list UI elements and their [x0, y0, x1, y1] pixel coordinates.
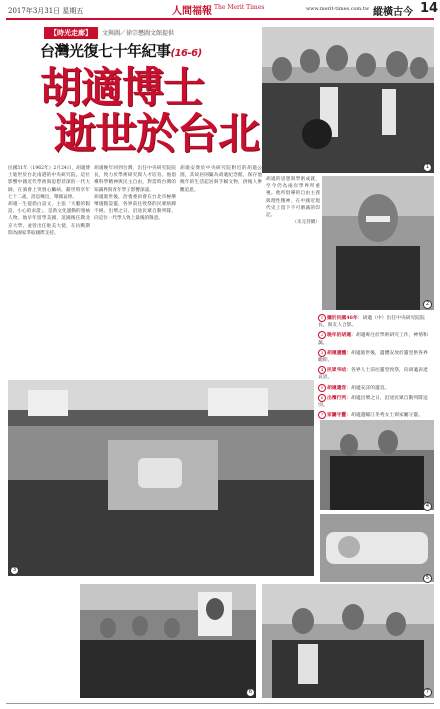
caption-5: 5 胡適遺容：胡適安詳的遺容。 [318, 384, 432, 392]
page-number: 14 [420, 1, 439, 16]
caption-3: 3 胡適遺體：胡適逝世後，遺體安放於靈堂供各界瞻仰。 [318, 349, 428, 364]
body-paragraph: 胡適安葬於中央研究院附近的胡適公園，其故居則闢為胡適紀念館，保存他晚年的生活起居與手稿文物，供後人參觀追思。 [180, 166, 262, 193]
header-rule [6, 18, 434, 20]
newspaper-logo-subtitle: The Merit Times [214, 4, 265, 11]
caption-6: 6 出殯行列：胡適出殯之日，沿途民眾自動列隊送別。 [318, 394, 428, 409]
body-paragraph: 民國51年（1962年）2月24日，胡適博士逝世於台北南港的中央研究院。這位影響中國近代學術與思想甚深的一代大師，在酒會上突發心臟病，辭世時享年七十二歲，消息傳出，舉國哀悼。 [8, 166, 90, 200]
body-paragraph: 胡適逝世後，治喪委員會在台北市極樂殯儀館設靈，各界前往致祭的民眾絡繹不絕。出殯之日，沿途民眾自動列隊，向這位一代學人致上最後的敬意。 [94, 194, 176, 222]
photo-4-number: 4 [423, 502, 432, 511]
body-column-2 [94, 165, 176, 375]
headline-line-2: 逝世於台北 [54, 109, 260, 158]
photo-5-number: 5 [423, 574, 432, 583]
photo-4-mourners [320, 420, 434, 510]
body-paragraph: 胡適的思想與學術成就，至今仍為兩岸學界所重視。他所倡導的自由主義與理性精神，在中國近現代史上留下不可磨滅的印記。 [266, 177, 320, 219]
photo-6-procession [80, 584, 256, 698]
photo-2-number: 2 [423, 300, 432, 309]
photo-2-portrait [322, 176, 434, 310]
body-paragraph: 胡適一生提倡白話文，主張「大膽的假設，小心的求證」，是新文化運動的領袖人物。他早年留學美國，返國後任教北京大學，並曾出任駐美大使，在抗戰期間為國家爭取國際支持。 [8, 202, 90, 236]
caption-2: 2 晚年的胡適：胡適專注於學術研究工作，神情和藹。 [318, 332, 428, 346]
section-tag: 【時光走廊】 [44, 27, 98, 39]
to-be-continued: （未完待續） [292, 220, 320, 226]
body-column-4 [266, 176, 320, 306]
body-paragraph: 胡適晚年回到台灣，出任中央研究院院長，致力於學術研究與人才培育。他倡導科學精神與民主自由，對當時台灣的知識界與青年學子影響深遠。 [94, 166, 176, 193]
series-title-text: 台灣光復七十年紀事 [40, 42, 171, 60]
series-number: (16-6) [170, 48, 202, 59]
photo-captions [318, 314, 432, 421]
caption-1: 1 攝於民國46年：胡適（中）出任中央研究院院長，與友人合影。 [318, 315, 425, 329]
series-title [40, 40, 202, 61]
column-name: 縱橫古今 [373, 7, 413, 18]
photo-3-number: 3 [10, 566, 19, 575]
issue-date: 2017年3月31日 星期五 [8, 7, 84, 15]
photo-1-number: 1 [423, 163, 432, 172]
body-column-3 [180, 165, 262, 375]
body-column-1 [8, 165, 90, 375]
photo-6-number: 6 [246, 688, 255, 697]
photo-1-group-portrait [262, 27, 434, 173]
newspaper-url: www.merit-times.com.tw [306, 6, 370, 12]
newspaper-logo: 人間福報 [172, 6, 212, 17]
photo-5-remains [320, 514, 434, 582]
photo-7-family [262, 584, 434, 698]
byline: 文與圖／徐宗懋圖文館提供 [102, 30, 175, 37]
caption-7: 7 家屬守靈：胡適遺孀江冬秀女士與家屬守靈。 [318, 411, 432, 419]
photo-3-crowd [8, 380, 314, 576]
photo-7-number: 7 [423, 688, 432, 697]
caption-4: 4 民眾弔唁：各界人士前往靈堂致祭，向胡適表達哀思。 [318, 367, 428, 381]
headline-line-1: 胡適博士 [40, 63, 205, 112]
footer-rule [6, 703, 434, 704]
